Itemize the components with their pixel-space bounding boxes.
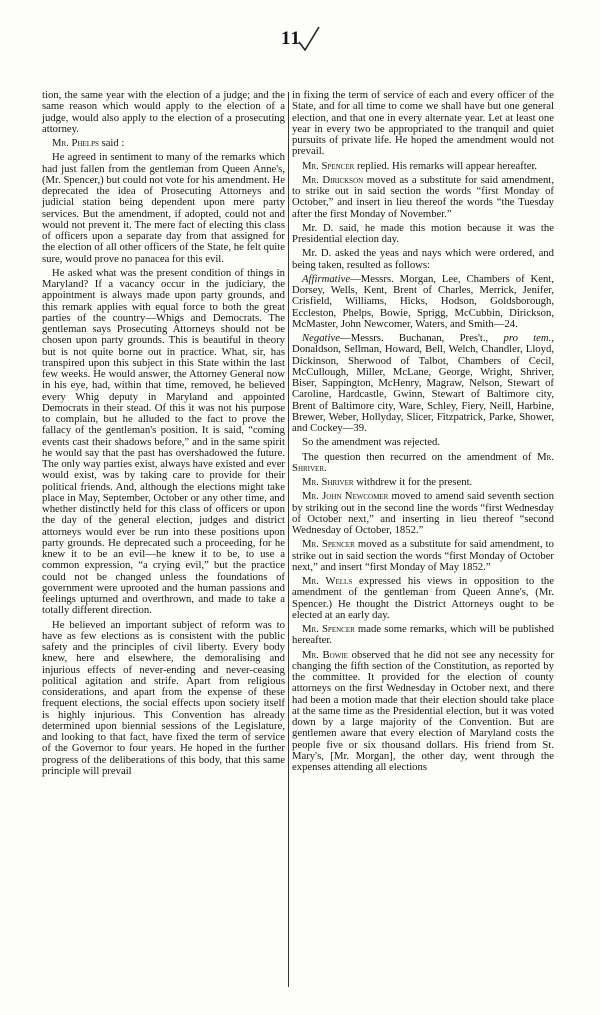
paragraph-text: moved as a substitute for said amendment, to strike out in said section the words “first Monday of October next,” and insert “first Monday of May 1852.” — [292, 538, 554, 573]
paragraph-text: The question then recurred on the amendment of — [302, 450, 538, 463]
column-divider — [288, 92, 289, 987]
paragraph-text: He agreed in sentiment to many of the remarks which had just fallen from the gentleman from Queen Anne's, (Mr. Spencer,) but could not vote for his amendment. He deprecated the idea of Prosecuting Attorneys and judicial station being dependent upon mere party services. But the amendment, if adopted, could not and would not prevent it. The mere fact of electing this class of officers upon a separate day from that assigned for the election of all other officers of the State, he felt quite sure, would prove no panacea for this evil. — [42, 151, 285, 265]
paragraph — [42, 90, 285, 135]
paragraph — [292, 90, 554, 158]
paragraph — [42, 268, 285, 617]
speaker-name: Mr. Spencer — [302, 159, 355, 172]
paragraph — [292, 650, 554, 774]
paragraph — [42, 152, 285, 265]
paragraph-text: moved as a substitute for said amendment, to strike out in said section the words “first Monday of October,” and insert in lieu thereof the words “the Tuesday after the first Monday of November.” — [292, 173, 554, 220]
paragraph-text: So the amendment was rejected. — [302, 436, 440, 449]
speaker-name: Mr. Dirickson — [302, 173, 364, 186]
paragraph-text: moved to amend said seventh section by striking out in the second line the words “first Wednesday of October next,” and inserting in lieu thereof “second Wednesday of October, 1852.” — [292, 490, 554, 536]
page-number: 11 — [281, 28, 301, 49]
paragraph-text: replied. His remarks will appear hereafter. — [354, 159, 538, 172]
paragraph-text: , Donaldson, Sellman, Howard, Bell, Welch, Chandler, Lloyd, Dickinson, Sherwood of Talbot, Chambers of Cecil, McCullough, Miller, McLane, George, Wright, Shriver, Biser, Sappington, McHenry, Magraw, Nelson, Stewart of Caroline, Hardcastle, Gwinn, Stewart of Baltimore city, Brent of Baltimore city, Ware, Schley, Fiery, Neill, Harbine, Brewer, Weber, Hollyday, Slicer, Fitzpatrick, Parke, Shower, and Cockey—39. — [292, 332, 554, 434]
paragraph-text: Mr. D. said, he made this motion because it was the Presidential election day. — [292, 221, 554, 245]
speaker-name: Mr. Shriver — [302, 476, 354, 488]
paragraph — [292, 161, 554, 172]
paragraph-text: —Messrs. Buchanan, Pres't., — [340, 332, 504, 344]
paragraph — [292, 248, 554, 271]
handwritten-check-mark — [296, 24, 322, 54]
italic-text: Affirmative — [302, 272, 351, 285]
paragraph — [292, 333, 554, 434]
paragraph — [292, 274, 554, 330]
paragraph-text: Mr. D. asked the yeas and nays which were ordered, and being taken, resulted as follows: — [292, 247, 554, 271]
italic-text: Negative — [302, 332, 340, 344]
paragraph-text: in fixing the term of service of each and every officer of the State, and for all time to come we shall have but one general election, and that one in every alternate year. Let at least one year in every two be appropriated to the tranquil and quiet pursuits of private life. He hoped the amendment would not prevail. — [292, 89, 554, 158]
left-column — [42, 90, 285, 780]
paragraph — [42, 138, 285, 149]
speaker-name: Mr. Phelps — [52, 137, 99, 149]
paragraph-text: withdrew it for the present. — [353, 476, 473, 488]
paragraph — [42, 620, 285, 778]
speaker-name: Mr. Shriver — [292, 450, 554, 474]
paragraph-text: . — [324, 461, 327, 474]
paragraph-text: made some remarks, which will be published hereafter. — [292, 623, 554, 647]
speaker-name: Mr. Wells — [302, 575, 353, 587]
paragraph-text: expressed his views in opposition to the amendment of the gentleman from Queen Anne's, (Mr. Spencer.) He thought the District Attorneys ought to be elected at an early day. — [292, 575, 554, 621]
italic-text: pro tem. — [503, 332, 552, 344]
paragraph-text: He asked what was the present condition of things in Maryland? If a vacancy occur in the judiciary, the appointment is always made upon party grounds, and this remark applies with equal force to both the great parties of the country—Whigs and Democrats. The gentleman says Prosecuting Attorneys should not be chosen upon party grounds. This is beautiful in theory but is not quite borne out in practice. What, sir, has transpired upon this subject in this State within the last few weeks. He would answer, the Attorney General now in his eye, had, within that time, removed, he believed every Whig deputy in Maryland and appointed Democrats in their stead. Of this it was not his purpose to complain, but he alluded to the fact to prove the fallacy of the gentleman's position. It is said, “coming events cast their shadows before,” and in the same spirit he would say that the past has overshadowed the future. The only way parties exist, always have existed and ever would exist, was by taking care to provide for their political friends. And, although the elections might take place in May, September, October or any other time, and whether distinctly held for this class of officers or upon the day of the general election, judges and district attorneys would ever be run into these positions upon party grounds. He deprecated such a proceeding, for he knew it to be an evil—he knew it to be, to use a common expression, “a crying evil,” but the practice could not be changed unless the foundations of government were uprooted and the human passions and feelings upturned and overthrown, and made to take a totally different direction. — [42, 266, 285, 617]
paragraph — [292, 437, 554, 448]
right-column — [292, 90, 554, 776]
speaker-name: Mr. John Newcomer — [302, 490, 389, 503]
speaker-name: Mr. Bowie — [302, 648, 348, 661]
paragraph-text: —Messrs. Morgan, Lee, Chambers of Kent, Dorsey, Wells, Kent, Brent of Charles, Merrick, Jenifer, Crisfield, Williams, Hicks, Hodson, Goldsborough, Eccleston, Phelps, Bowie, Sprigg, McCubbin, Dirickson, McMaster, John Newcomer, Waters, and Smith—24. — [292, 272, 554, 330]
paragraph — [292, 576, 554, 621]
speaker-name: Mr. Spencer — [302, 623, 355, 635]
paragraph — [292, 175, 554, 220]
paragraph-text: observed that he did not see any necessity for changing the fifth section of the Constitution, as reported by the committee. It provided for the election of county attorneys on the first Wednesday in October next, and there had been a motion made that their election should take place at the same time as the Presidential election, but it was voted down by a large majority of the Convention. But are gentlemen aware that every election of Maryland costs the people five or six thousand dollars. His friend from St. Mary's, [Mr. Morgan], the other day, went through the expenses attending all elections — [292, 648, 554, 773]
paragraph-text: tion, the same year with the election of a judge; and the same reason which would apply to the election of a judge, would also apply to the election of a prosecuting attorney. — [42, 89, 285, 135]
speaker-name: Mr. Spencer — [302, 538, 355, 551]
paragraph — [292, 223, 554, 246]
paragraph — [292, 539, 554, 573]
paragraph-text: said : — [98, 137, 125, 149]
paragraph — [292, 452, 554, 475]
paragraph — [292, 477, 554, 488]
paragraph — [292, 491, 554, 536]
paragraph — [292, 624, 554, 647]
paragraph-text: He believed an important subject of reform was to have as few elections as is consistent with the public safety and the principles of civil liberty. Every body knew, here and elsewhere, the demoralising and injurious effects of never-ending and never-ceasing political agitation and strife. Apart from religious considerations, and apart from the expense of these frequent elections, the social effects upon society itself is highly injurious. This Convention has already determined upon biennial sessions of the Legislature, and looking to that fact, have fixed the term of service of the Governor to four years. He hoped in the further progress of the deliberations of this body, that this same principle will prevail — [42, 618, 285, 777]
